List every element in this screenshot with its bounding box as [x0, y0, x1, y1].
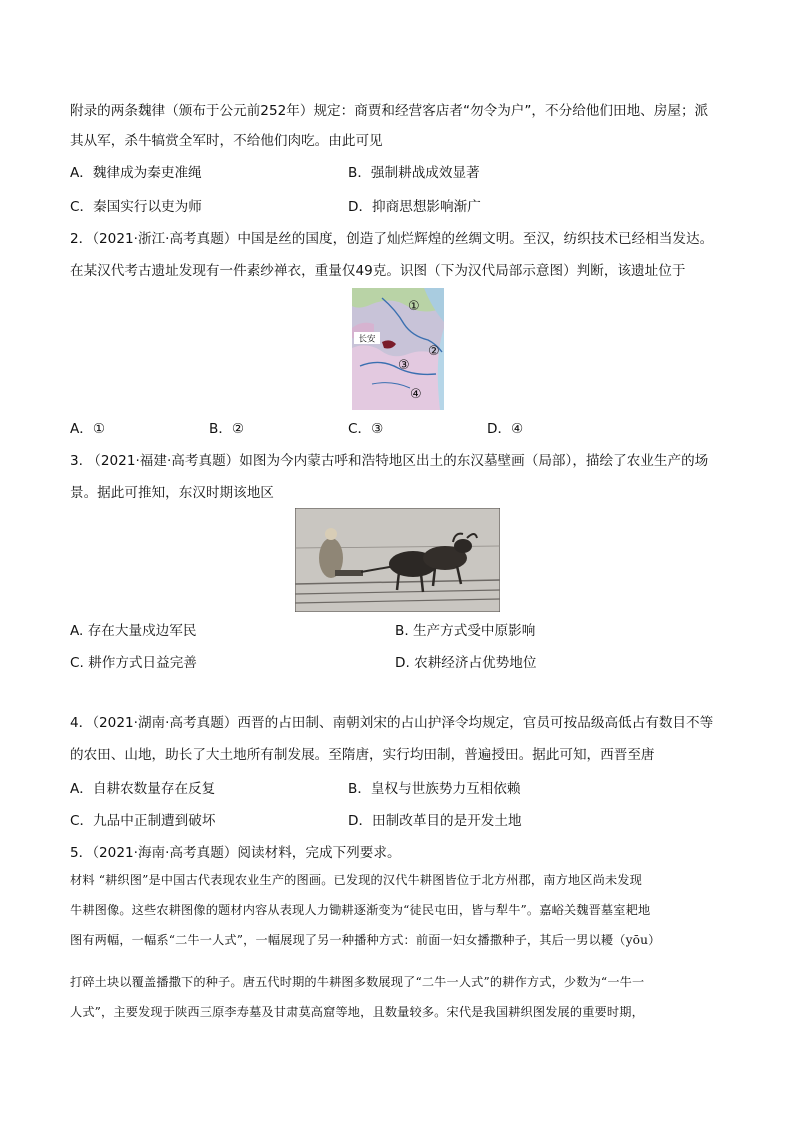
q3-stem-line-2: 景。据此可推知，东汉时期该地区 — [70, 485, 274, 501]
ox-plowing-mural-image — [295, 508, 500, 612]
q4-option-b[interactable]: B．皇权与世族势力互相依赖 — [348, 781, 521, 797]
q3-option-a[interactable]: A. 存在大量戍边军民 — [70, 623, 197, 639]
map-marker-2: ② — [428, 344, 440, 359]
q1-option-b[interactable]: B．强制耕战成效显著 — [348, 165, 480, 181]
map-marker-3: ③ — [398, 358, 410, 373]
map-marker-1: ① — [408, 299, 420, 314]
q2-option-b[interactable]: B．② — [209, 421, 245, 437]
q1-option-a[interactable]: A．魏律成为秦吏准绳 — [70, 165, 202, 181]
q2-option-d[interactable]: D．④ — [487, 421, 524, 437]
map-city-label-changan: 长安 — [358, 334, 376, 345]
q1-stem-line-1: 附录的两条魏律（颁布于公元前252年）规定：商贾和经营客店者“勿令为户”，不分给他们田地、房屋；派 — [70, 103, 709, 119]
eastern-han-mural — [295, 508, 500, 612]
q2-stem-line-2: 在某汉代考古遗址发现有一件素纱禅衣，重量仅49克。识图（下为汉代局部示意图）判断，该遗址位于 — [70, 263, 686, 279]
q3-stem-line-1: 3. （2021·福建·高考真题）如图为今内蒙古呼和浩特地区出土的东汉墓壁画（局部），描绘了农业生产的场 — [70, 453, 709, 469]
q4-stem-line-2: 的农田、山地，助长了大土地所有制发展。至隋唐，实行均田制，普遍授田。据此可知，西晋至唐 — [70, 747, 655, 763]
q5-material-line-3: 图有两幅，一幅系“二牛一人式”，一幅展现了另一种播种方式：前面一妇女播撒种子，其后一男以耰（yōu） — [70, 933, 661, 947]
q1-option-c[interactable]: C．秦国实行以吏为师 — [70, 199, 202, 215]
q1-option-d[interactable]: D．抑商思想影响渐广 — [348, 199, 481, 215]
q2-stem-line-1: 2．（2021·浙江·高考真题）中国是丝的国度，创造了灿烂辉煌的丝绸文明。至汉，纺织技术已经相当发达。 — [70, 231, 714, 247]
q5-material-line-2: 牛耕图像。这些农耕图像的题材内容从表现人力锄耕逐渐变为“徒民屯田，皆与犁牛”。嘉峪关魏晋墓室耙地 — [70, 903, 651, 917]
q5-stem-line-1: 5．（2021·海南·高考真题）阅读材料，完成下列要求。 — [70, 845, 401, 861]
q5-material-line-5: 人式”，主要发现于陕西三原李寿墓及甘肃莫高窟等地，且数量较多。宋代是我国耕织图发展的重要时期， — [70, 1005, 644, 1019]
q4-option-a[interactable]: A．自耕农数量存在反复 — [70, 781, 216, 797]
q4-option-d[interactable]: D．田制改革目的是开发土地 — [348, 813, 522, 829]
q3-option-b[interactable]: B. 生产方式受中原影响 — [395, 623, 536, 639]
han-map-image — [352, 288, 444, 410]
map-marker-4: ④ — [410, 387, 422, 402]
q3-option-d[interactable]: D. 农耕经济占优势地位 — [395, 655, 537, 671]
q2-option-a[interactable]: A．① — [70, 421, 106, 437]
q4-option-c[interactable]: C．九品中正制遭到破坏 — [70, 813, 216, 829]
q3-option-c[interactable]: C. 耕作方式日益完善 — [70, 655, 197, 671]
q4-stem-line-1: 4．（2021·湖南·高考真题）西晋的占田制、南朝刘宋的占山护泽令均规定，官员可按品级高低占有数目不等 — [70, 715, 714, 731]
q5-material-line-4: 打碎土块以覆盖播撒下的种子。唐五代时期的牛耕图多数展现了“二牛一人式”的耕作方式，少数为“一牛一 — [70, 975, 645, 989]
han-dynasty-map — [352, 288, 444, 410]
q5-material-line-1: 材料 “耕织图”是中国古代表现农业生产的图画。已发现的汉代牛耕图皆位于北方州郡，南方地区尚未发现 — [70, 873, 642, 887]
q2-option-c[interactable]: C．③ — [348, 421, 384, 437]
q1-stem-line-2: 其从军，杀牛犒赏全军时，不给他们肉吃。由此可见 — [70, 133, 383, 149]
